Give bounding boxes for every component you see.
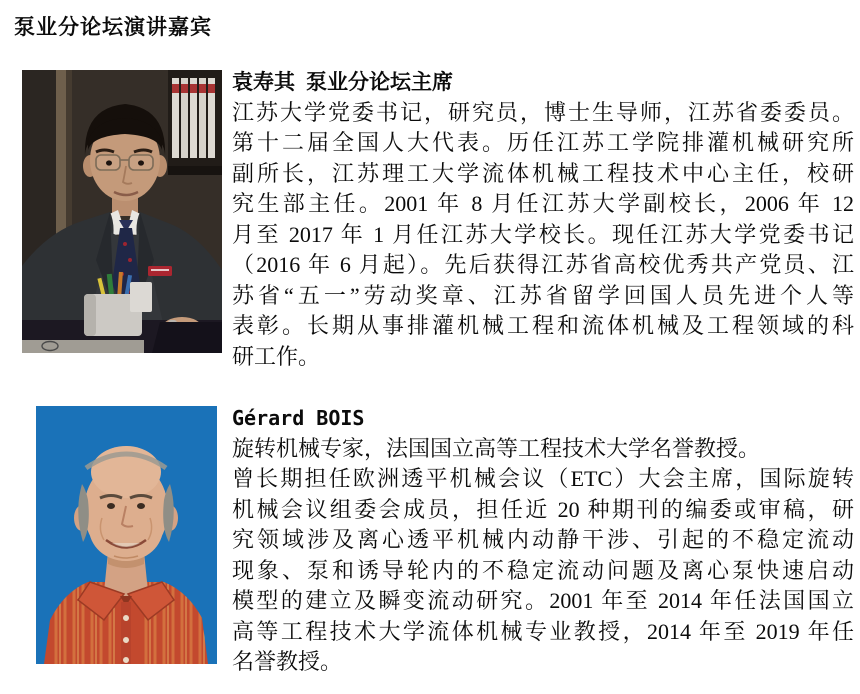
bio-line: 高等工程技术大学流体机械专业教授，2014 年至 2019 年任 xyxy=(232,618,854,644)
speaker2-name: Gérard BOIS xyxy=(232,406,365,430)
bio-line: 名誉教授。 xyxy=(232,649,343,674)
speaker1-name: 袁寿其 xyxy=(232,70,295,94)
bio-line: 副所长，江苏理工大学流体机械工程技术中心主任，校研 xyxy=(232,160,854,186)
bio-line: 表彰。长期从事排灌机械工程和流体机械及工程领域的科 xyxy=(232,313,854,338)
speaker2-photo xyxy=(36,406,217,664)
bio-line: 究生部主任。2001 年 8 月任江苏大学副校长，2006 年 12 xyxy=(232,191,854,216)
page-title: 泵业分论坛演讲嘉宾 xyxy=(14,15,212,39)
speaker2-bio xyxy=(232,403,854,678)
speaker1-photo xyxy=(22,70,222,353)
bio-line: 旋转机械专家，法国国立高等工程技术大学名誉教授。 xyxy=(232,435,761,461)
bio-line: 研工作。 xyxy=(232,343,321,369)
bio-line: 模型的建立及瞬变流动研究。2001 年至 2014 年任法国国立 xyxy=(232,588,854,613)
bio-line: 现象、泵和诱导轮内的不稳定流动问题及离心泵快速启动 xyxy=(232,557,854,583)
bio-line: 江苏大学党委书记，研究员，博士生导师，江苏省委委员。 xyxy=(232,99,854,125)
bio-line: 机械会议组委会成员，担任近 20 种期刊的编委或审稿，研 xyxy=(232,496,854,522)
bio-line: 苏省“五一”劳动奖章、江苏省留学回国人员先进个人等 xyxy=(232,282,854,308)
bio-line: 究领域涉及离心透平机械内动静干涉、引起的不稳定流动 xyxy=(232,527,854,552)
bio-line: 第十二届全国人大代表。历任江苏工学院排灌机械研究所 xyxy=(232,130,854,155)
speaker2-photo-illustration xyxy=(36,406,217,664)
speaker1-role: 泵业分论坛主席 xyxy=(306,70,453,94)
binders xyxy=(172,78,215,158)
speaker1-bio xyxy=(232,67,854,372)
bio-line: 曾长期担任欧洲透平机械会议（ETC）大会主席，国际旋转 xyxy=(232,466,854,491)
speaker1-photo-illustration xyxy=(22,70,222,353)
speaker1-name-line xyxy=(232,67,854,98)
bio-line: 月至 2017 年 1 月任江苏大学校长。现任江苏大学党委书记 xyxy=(232,221,854,247)
bio-line: （2016 年 6 月起）。先后获得江苏省高校优秀共产党员、江 xyxy=(232,252,854,277)
